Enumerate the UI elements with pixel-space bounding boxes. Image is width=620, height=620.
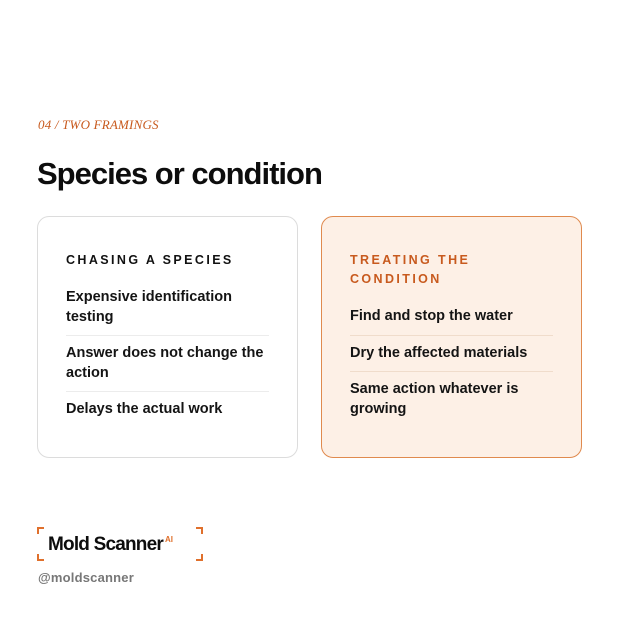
card-heading: TREATING THE CONDITION — [350, 253, 471, 286]
list-item: Same action whatever is growing — [350, 381, 519, 417]
logo-wordmark — [48, 534, 173, 556]
list-item: Dry the affected materials — [350, 336, 553, 373]
card-heading: CHASING A SPECIES — [66, 253, 234, 267]
logo-name: Mold Scanner — [48, 534, 163, 555]
brand-logo — [37, 527, 203, 561]
list-item: Find and stop the water — [350, 299, 553, 336]
logo-suffix: AI — [164, 535, 173, 544]
social-handle: @moldscanner — [38, 570, 134, 585]
card-treating-condition — [321, 216, 582, 458]
logo-corner-mark — [37, 527, 44, 534]
card-chasing-species — [37, 216, 298, 458]
page-title: Species or condition — [37, 156, 322, 191]
list-item: Expensive identification testing — [66, 280, 269, 336]
section-eyebrow: 04 / TWO FRAMINGS — [38, 117, 159, 132]
logo-corner-mark — [37, 554, 44, 561]
logo-corner-mark — [196, 527, 203, 534]
list-item: Delays the actual work — [66, 401, 223, 417]
list-item: Answer does not change the action — [66, 336, 269, 392]
logo-corner-mark — [196, 554, 203, 561]
